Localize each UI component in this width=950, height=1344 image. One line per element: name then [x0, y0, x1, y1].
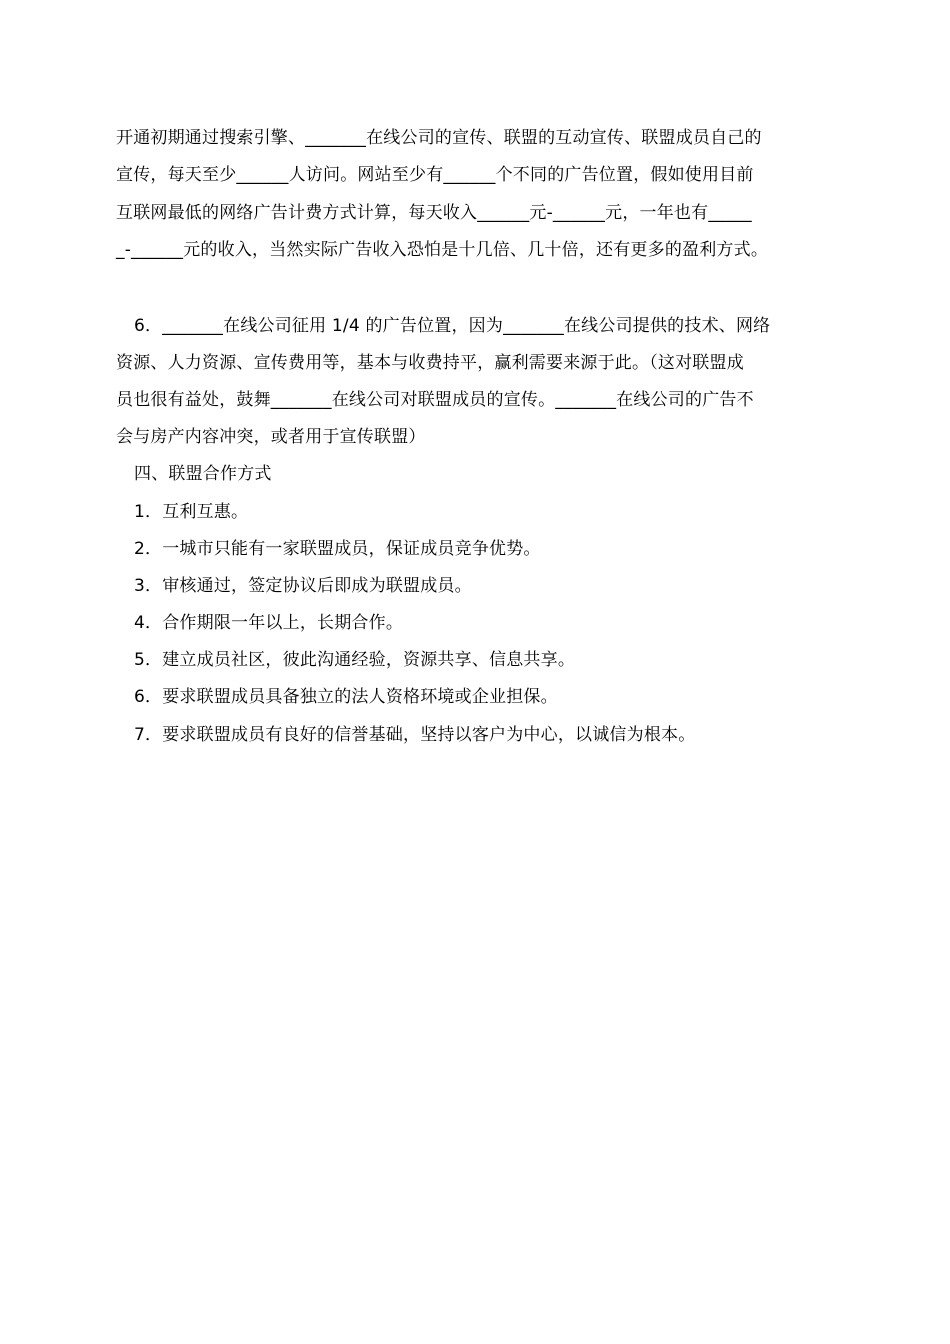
list-item: 6．要求联盟成员具备独立的法人资格环境或企业担保。	[134, 687, 558, 707]
list-item: 2．一城市只能有一家联盟成员，保证成员竞争优势。	[134, 539, 541, 559]
paragraph-line: 会与房产内容冲突，或者用于宣传联盟）	[116, 427, 426, 447]
list-item: 3．审核通过，签定协议后即成为联盟成员。	[134, 576, 472, 596]
paragraph-line: _-______元的收入，当然实际广告收入恐怕是十几倍、几十倍，还有更多的盈利方式。	[116, 240, 769, 260]
section-heading: 四、联盟合作方式	[134, 464, 272, 484]
paragraph-line: 互联网最低的网络广告计费方式计算，每天收入______元-______元，一年也有_____	[116, 203, 752, 223]
paragraph-line: 开通初期通过搜索引擎、_______在线公司的宣传、联盟的互动宣传、联盟成员自己的	[116, 128, 762, 148]
list-item: 7．要求联盟成员有良好的信誉基础，坚持以客户为中心，以诚信为根本。	[134, 725, 696, 745]
paragraph-line: 宣传，每天至少______人访问。网站至少有______个不同的广告位置，假如使用目前	[116, 165, 754, 185]
list-item: 4．合作期限一年以上，长期合作。	[134, 613, 404, 633]
list-item: 1．互利互惠。	[134, 502, 249, 522]
paragraph-line: 资源、人力资源、宣传费用等，基本与收费持平，赢利需要来源于此。（这对联盟成	[116, 353, 744, 373]
paragraph-line: 员也很有益处，鼓舞_______在线公司对联盟成员的宣传。_______在线公司的广告不	[116, 390, 754, 410]
paragraph-line: 6．_______在线公司征用 1/4 的广告位置，因为_______在线公司提供的技术、网络	[134, 316, 771, 336]
list-item: 5．建立成员社区，彼此沟通经验，资源共享、信息共享。	[134, 650, 576, 670]
